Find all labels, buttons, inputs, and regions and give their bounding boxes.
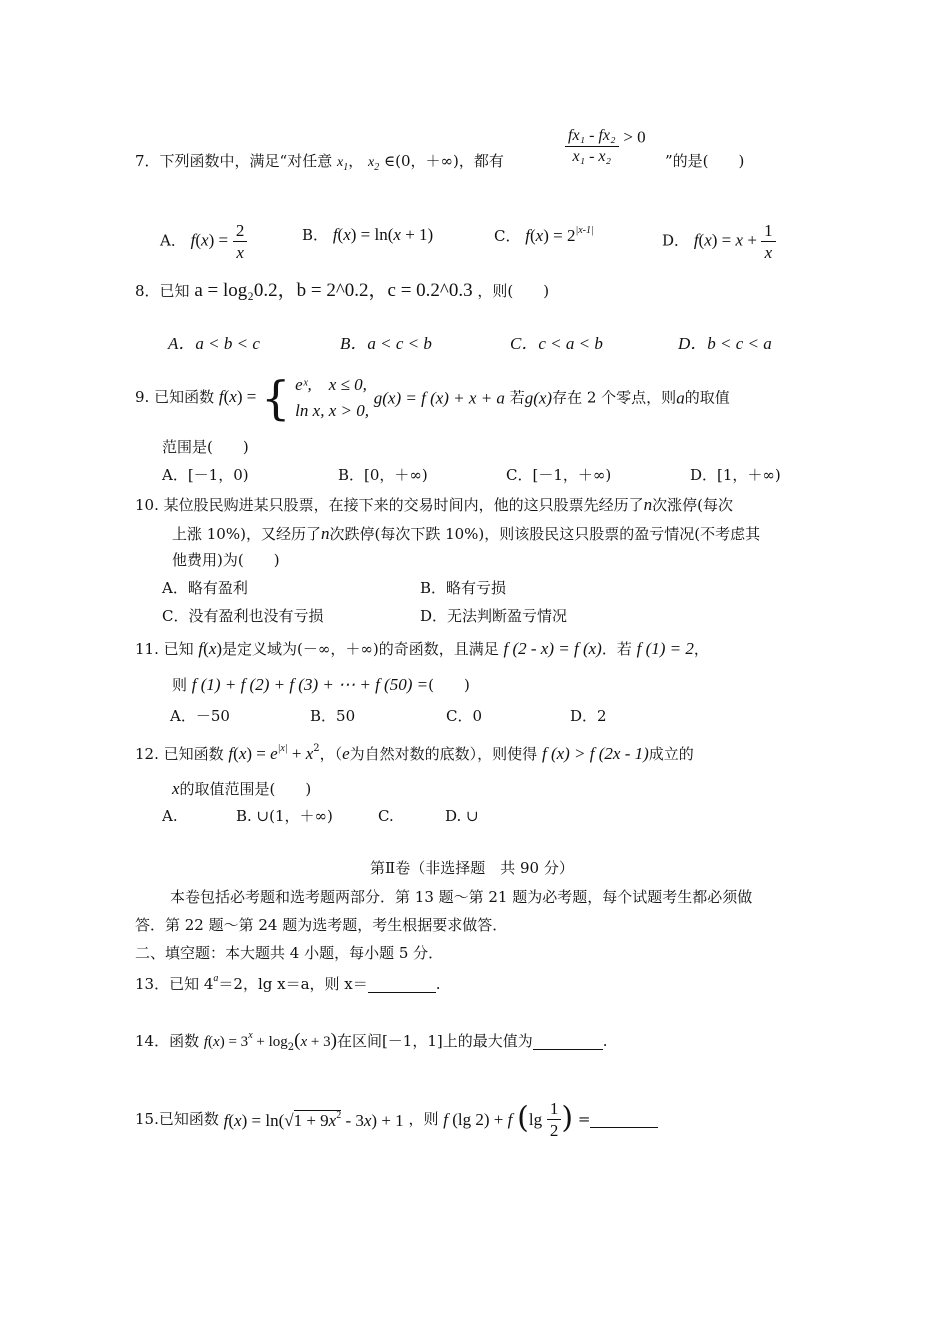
q14-answer-blank[interactable] [533, 1034, 603, 1050]
q7-gt0: > 0 [623, 127, 646, 147]
q7-domain: ∈(0，＋∞)，都有 [384, 152, 504, 170]
q10-line1: 10. 某位股民购进某只股票，在接下来的交易时间内，他的这只股票先经历了n次涨停(每次 [135, 495, 733, 514]
q11-line2: 则 f (1) + f (2) + f (3) + ⋯ + f (50) =( ) [172, 675, 470, 694]
q7-stem-line: 7．下列函数中，满足“对任意 $x_1$， $x_2$ ∈(0，＋∞)，都有 [135, 152, 504, 173]
q7-option-d: D． f(x) = x + $\frac{1}{x}$ [662, 222, 776, 261]
part2-intro-line1: 本卷包括必考题和选考题两部分．第 13 题～第 21 题为必考题，每个试题考生都必须做 [170, 888, 753, 906]
q9-option-b: B．[0，＋∞) [338, 466, 428, 484]
q7-x1: x [337, 155, 344, 170]
q12-option-c: C. [378, 807, 394, 825]
q15-line: 15.已知函数 $f(x) = \ln(√1 + 9x^2 - 3x) + 1$ ，则 f (lg 2) + f (lg $\frac{1}{2}$ ) = [135, 1100, 658, 1139]
q8-option-a: A．a < b < c [168, 334, 260, 353]
q10-line2: 上涨 10%)，又经历了n次跌停(每次下跌 10%)，则该股民这只股票的盈亏情况(不考虑其 [172, 524, 761, 543]
q12-option-b: B. ∪(1，＋∞) [236, 807, 333, 825]
q9-option-d: D．[1，＋∞) [690, 466, 781, 484]
q12-line2: x的取值范围是( ) [172, 779, 312, 798]
q13-answer-blank[interactable] [368, 977, 436, 993]
q12-line1: 12. 已知函数 $f(x) = e^{|x|} + x^2$，（e为自然对数的底数），则使得 f (x) > f (2x - 1)成立的 [135, 743, 694, 763]
q8-option-d: D．b < c < a [678, 334, 772, 353]
section-heading: 二、填空题：本大题共 4 小题，每小题 5 分． [135, 944, 444, 962]
q11-option-d: D．2 [570, 707, 607, 725]
q14-line: 14．函数 $f(x) = 3^x + \log_2(x + 3)$在区间[－1，1]上的最大值为 . [135, 1030, 608, 1053]
q11-line1: 11. 已知 f(x)是定义域为(－∞，＋∞)的奇函数，且满足 f (2 - x) = f (x)．若 f (1) = 2， [135, 639, 709, 658]
q9-line1: 9. 已知函数 f(x) = { eˣ, x ≤ 0, ln x, x > 0, g(x) = f (x) + x + a 若g(x)存在 2 个零点，则a的取值 [135, 371, 730, 425]
q9-case2: ln x, x > 0, [295, 401, 369, 420]
q8-line [135, 281, 549, 300]
q7-stem: 7．下列函数中，满足“对任意 [135, 152, 333, 170]
q11-option-a: A．－50 [170, 707, 230, 725]
q10-option-c: C．没有盈利也没有亏损 [162, 607, 324, 625]
q9-cases [295, 372, 369, 424]
q7-option-c: C． $f(x) = 2^{|x-1|}$ [494, 225, 594, 245]
q11-option-b: B．50 [310, 707, 356, 725]
q7-tail: ”的是( ) [665, 152, 745, 170]
q9-line2: 范围是( ) [162, 438, 249, 456]
part2-intro-line2: 答．第 22 题～第 24 题为选考题，考生根据要求做答． [135, 916, 508, 934]
q12-option-d: D. ∪ [445, 807, 479, 825]
q9-case1: eˣ, x ≤ 0, [295, 375, 367, 394]
q7-option-a: A． f(x) = $\frac{2}{x}$ [160, 222, 247, 261]
q9-option-c: C．[－1，＋∞) [506, 466, 612, 484]
q11-option-c: C．0 [446, 707, 483, 725]
q7-option-b: B． f(x) = ln(x + 1) [302, 225, 434, 244]
q9-g: g(x) = f (x) + x + a [373, 388, 505, 408]
q15-answer-blank[interactable] [590, 1112, 658, 1128]
q12-option-a: A. [162, 807, 178, 825]
q7-fraction [565, 128, 646, 165]
q8-tail: ，则( ) [477, 282, 550, 300]
q9-stem: 9. 已知函数 [135, 388, 215, 406]
q10-option-d: D．无法判断盈亏情况 [420, 607, 568, 625]
q7-frac-den: x₁ - x₂ [572, 148, 612, 165]
q9-option-a: A．[－1，0) [162, 466, 249, 484]
piecewise-brace: { [261, 371, 291, 425]
q10-option-b: B．略有亏损 [420, 579, 507, 597]
q7-x2: x [368, 155, 375, 170]
q8-stem: 8．已知 [135, 282, 190, 300]
q10-line3: 他费用)为( ) [172, 551, 280, 569]
q8-expr: a = log₂0.2，b = 2^0.2，c = 0.2^0.3 [194, 280, 473, 301]
q7-frac-num: fx₁ - fx₂ [565, 128, 619, 147]
part2-title: 第Ⅱ卷（非选择题 共 90 分） [370, 859, 574, 877]
q8-option-b: B．a < c < b [340, 334, 432, 353]
q8-option-c: C．c < a < b [510, 334, 603, 353]
q10-option-a: A．略有盈利 [162, 579, 248, 597]
q13-line: 13．已知 $4^a=2$，lg x＝a，则 x＝ . [135, 973, 441, 993]
